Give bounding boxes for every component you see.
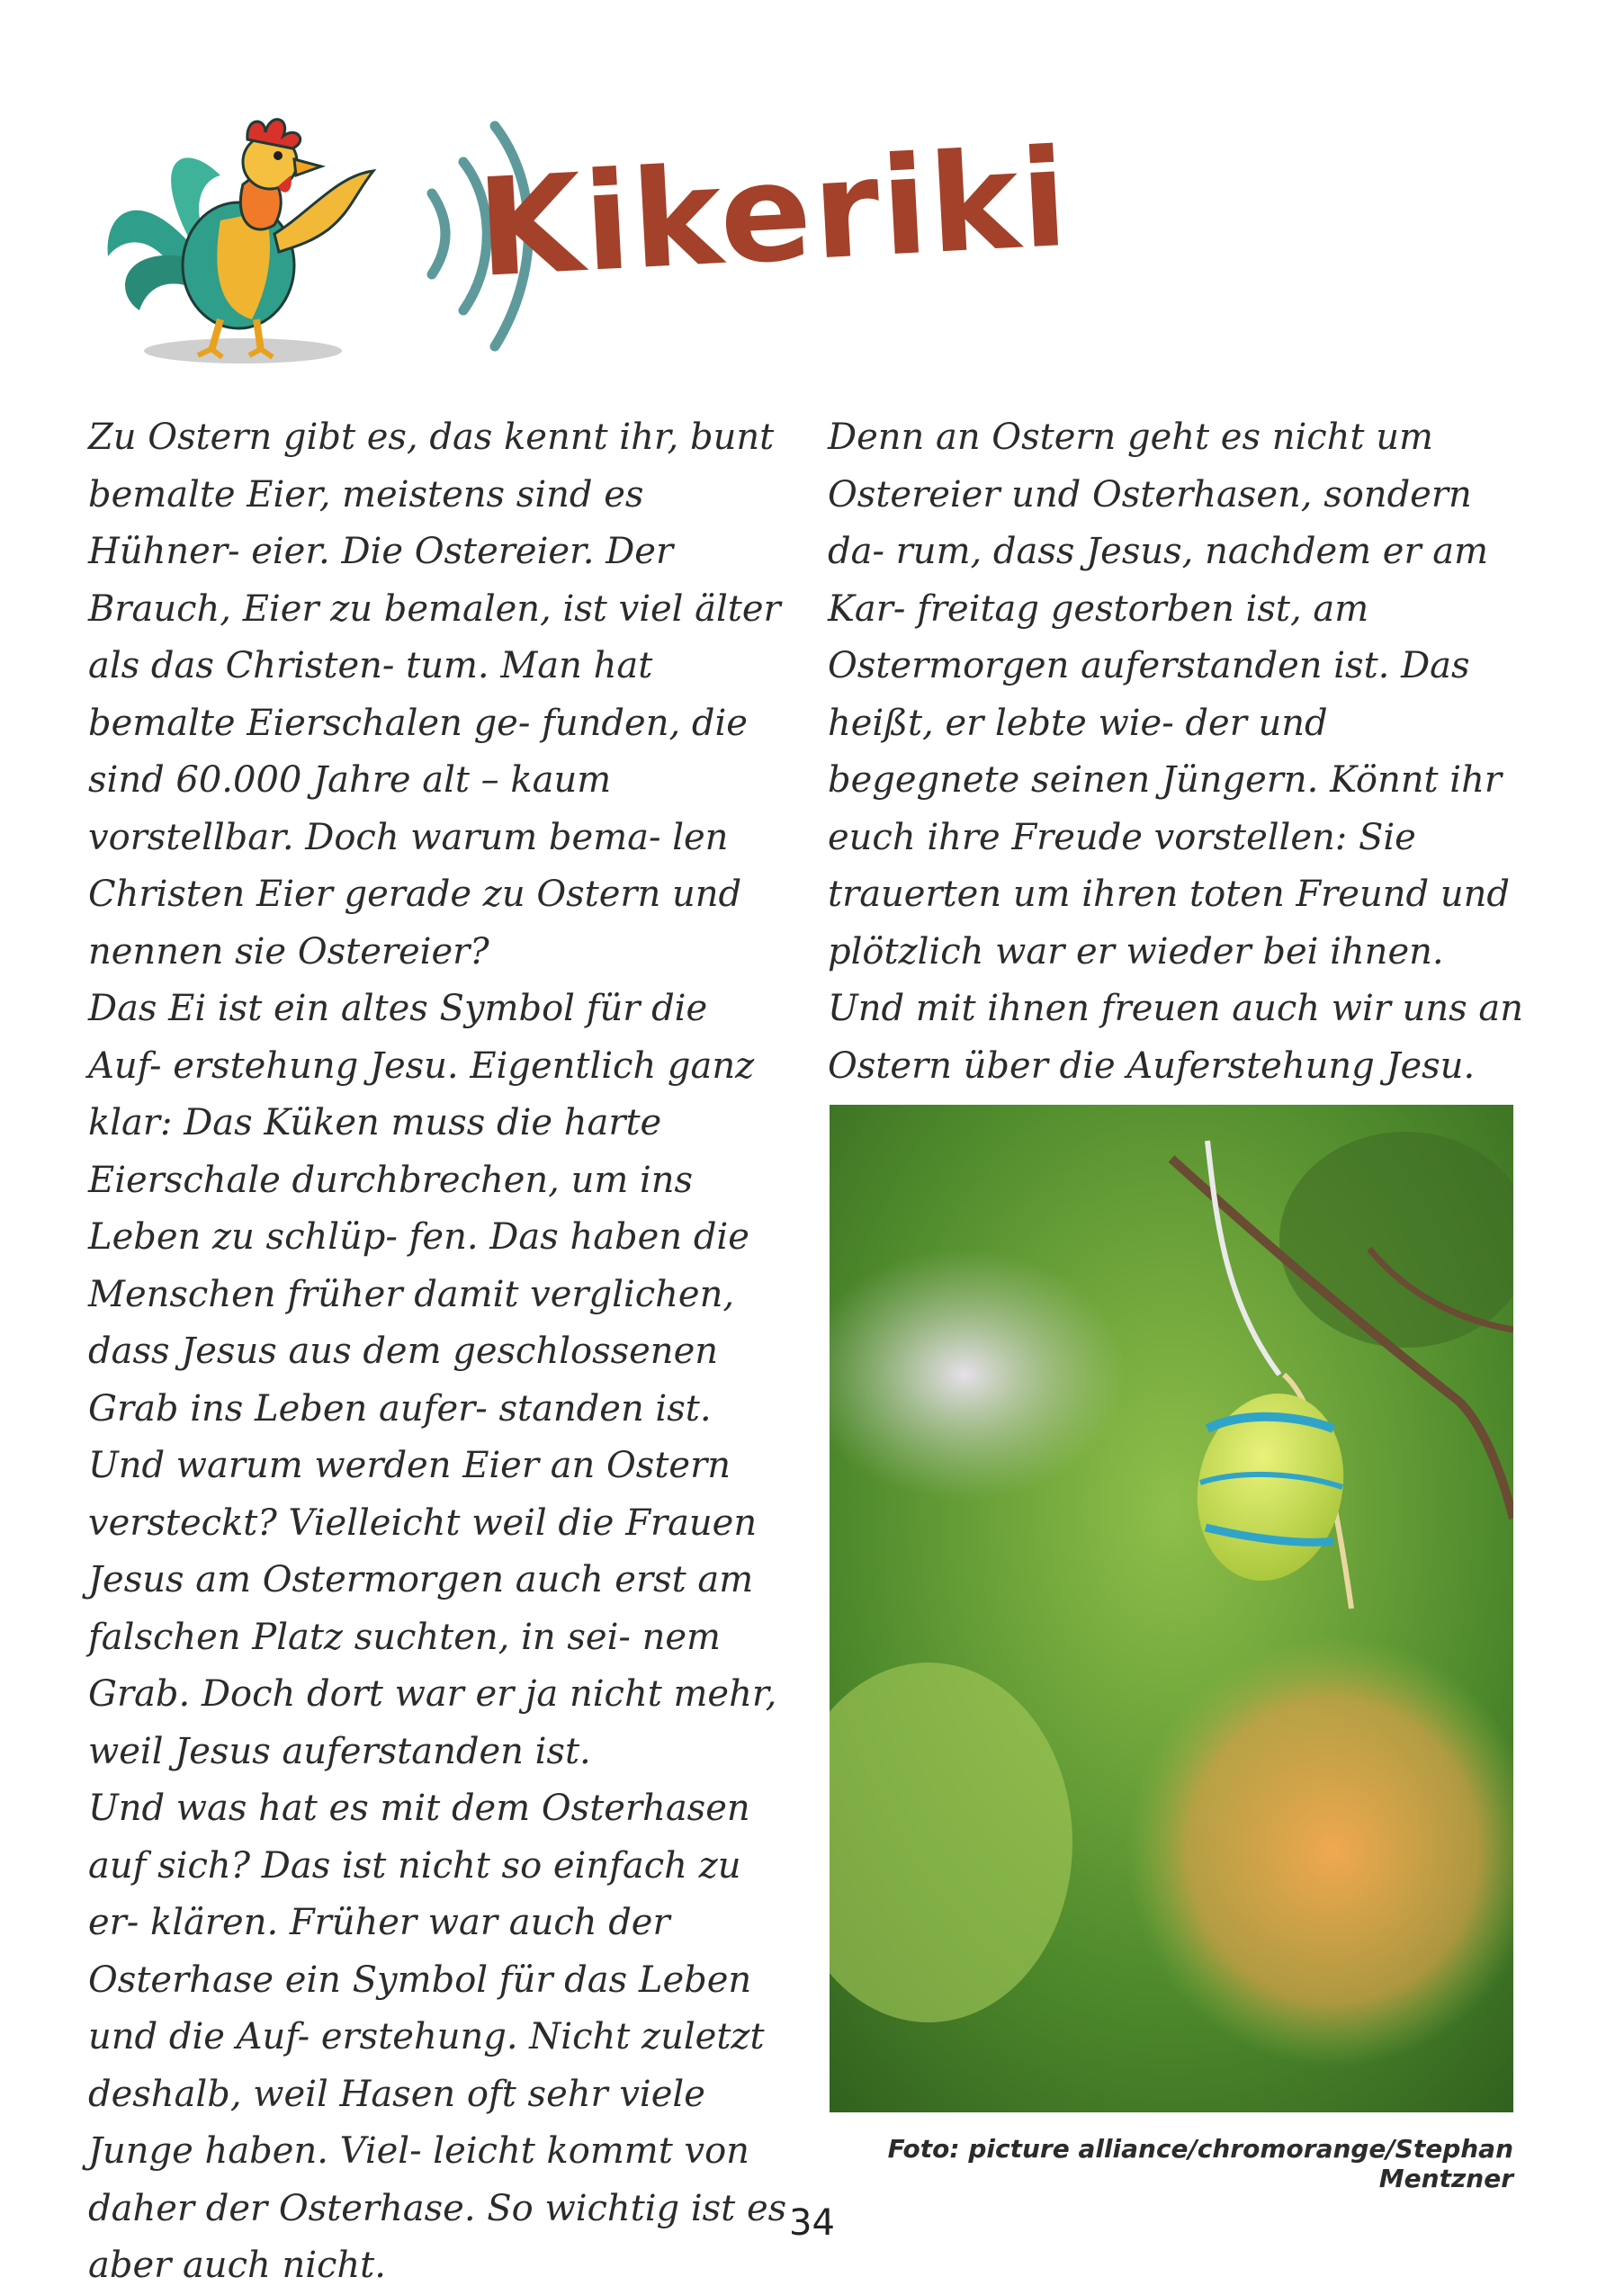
page-header: [85, 76, 1255, 382]
page-title: Kikeriki: [473, 120, 1073, 308]
photo-caption: Foto: picture alliance/chromorange/Stephan Mentzner: [887, 2134, 1513, 2193]
left-text-column: [88, 409, 790, 2295]
paragraph: Denn an Ostern geht es nicht um Ostereier und Osterhasen, sondern da- rum, dass Jesus, nachdem er am Kar- freitag gestorben ist, am Ostermorgen auferstanden ist. Das heißt, er lebte wie- der und begegnete seinen Jüngern. Könnt ihr euch ihre Freude vorstellen: Sie trauerten um ihren toten Freund und plötzlich war er wieder bei ihnen. Und mit ihnen freuen auch wir uns an Ostern über die Auferstehung Jesu.: [828, 417, 1524, 1087]
paragraph: Das Ei ist ein altes Symbol für die Auf- erstehung Jesu. Eigentlich ganz klar: Das Küken muss die harte Eierschale durchbrechen, um ins Leben zu schlüp- fen. Das haben die Menschen früher damit verglichen, dass Jesus aus dem geschlossenen Grab ins Leben aufer- standen ist. Und warum werden Eier an Ostern versteckt? Vielleicht weil die Frauen Jesus am Ostermorgen auch erst am falschen Platz suchten, in sei- nem Grab. Doch dort war er ja nicht mehr, weil Jesus auferstanden ist.: [88, 988, 777, 1772]
paragraph: Zu Ostern gibt es, das kennt ihr, bunt bemalte Eier, meistens sind es Hühner- eier. Die Ostereier. Der Brauch, Eier zu bemalen, ist viel älter als das Christen- tum. Man hat bemalte Eierschalen ge- funden, die sind 60.000 Jahre alt – kaum vorstellbar. Doch warum bema- len Christen Eier gerade zu Ostern und nennen sie Ostereier?: [88, 417, 781, 973]
right-text-column: [828, 409, 1530, 1095]
paragraph: Und was hat es mit dem Osterhasen auf sich? Das ist nicht so einfach zu er- klären. Früher war auch der Osterhase ein Symbol für das Leben und die Auf- erstehung. Nicht zuletzt deshalb, weil Hasen oft sehr viele Junge haben. Viel- leicht kommt von daher der Osterhase. So wichtig ist es aber auch nicht.: [88, 1788, 787, 2286]
page-number: 34: [789, 2202, 835, 2244]
rooster-illustration: [85, 76, 409, 373]
easter-egg-photo: [830, 1105, 1513, 2112]
